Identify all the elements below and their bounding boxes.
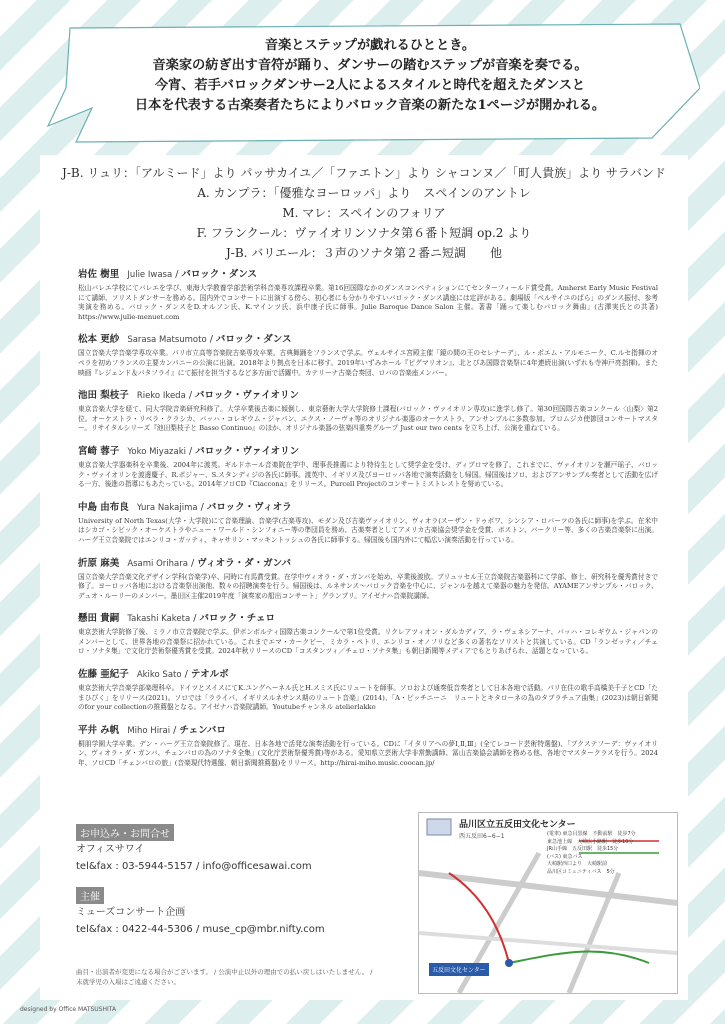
- venue-map: [418, 812, 678, 994]
- performer-header: 池田 梨枝子 Rieko Ikeda / バロック・ヴァイオリン: [78, 390, 299, 402]
- performer-name: 松本 更紗: [78, 334, 120, 346]
- contact-section: [76, 822, 406, 938]
- program-item: F. フランクール：ヴァイオリンソナタ第６番ト短調 op.2 より: [196, 226, 532, 240]
- note-line: 曲目・出演者が変更になる場合がございます。 / 公演中止以外の理由での払い戻しはいたしません。 /: [76, 968, 373, 976]
- performer-bio: 国立音楽大学音楽学専攻卒業。パリ市立高等音楽院古楽専攻卒業。古典舞踊をフランスで学ぶ。ヴェルサイユ宮殿主催「鏡の間の王のセレナーデ」、ル・ポエム・アルモニーク、C.ルセ指揮のオペラを初めフランスの主要カンパニーの公演に出演。2018年より拠点を日本に移す。2019年いずみホール『ピグマリオン』、北とぴあ国際音楽祭に4年連続出演(いずれも寺神戸亮指揮)。また映画『レジェンド＆バタフライ』にて振付を担当するなど多方面で活躍中。カテリーナ古楽合奏団、ロバの音楽座メンバー。: [78, 349, 658, 377]
- host-organization: ミューズコンサート企画: [76, 907, 186, 918]
- performer-header: 佐藤 亜紀子 Akiko Sato / テオルボ: [78, 669, 229, 681]
- inquiry-heading: お申込み・お問合せ: [76, 824, 174, 841]
- performer-header: 松本 更紗 Sarasa Matsumoto / バロック・ダンス: [78, 334, 292, 346]
- performer-role: バロック・チェロ: [199, 613, 275, 625]
- performer-name: 中島 由布良: [78, 501, 129, 513]
- performer-header: 中島 由布良 Yura Nakajima / バロック・ヴィオラ: [78, 501, 292, 513]
- performer-header: 折原 麻美 Asami Orihara / ヴィオラ・ダ・ガンバ: [78, 557, 291, 569]
- performer-role: バロック・ダンス: [181, 269, 258, 280]
- performer-bio: 東京芸術大学音楽学部楽理科卒。ドイツとスイスにてK.ユングヘーネル氏とH.スミス氏にリュートを師事。ソロおよび通奏低音奏者として日本各地で活動。パリ在住の歌手高橋美千子とCD「たまひびく」をリリース(2021)。ソロでは「ラライパ、イギリスルネサンス期のリュート音楽」(2014)、「A・ピッチニーニ リュートとキタローネの為のタブラチュア曲集」(2023)は朝日新聞のfor your collectionの推薦盤となる。アイゼナハ音楽院講師。Youtubeチャンネル atelierlakko: [78, 684, 658, 712]
- performer-roman-name: Julie Iwasa: [127, 270, 173, 280]
- performer-roman-name: Takashi Kaketa: [127, 614, 191, 625]
- map-route-green: [509, 951, 649, 963]
- performer-entry: [78, 389, 658, 434]
- program-item: J-B. リュリ：「アルミード」より パッサカイユ／「ファエトン」より シャコンヌ／「町人貴族」より サラバンド: [62, 166, 666, 180]
- performer-roman-name: Miho Hirai: [127, 725, 171, 736]
- access-line: 東急池上線 大崎広小路駅 徒歩10分: [547, 838, 634, 845]
- performer-roman-name: Rieko Ikeda: [136, 391, 186, 402]
- performer-name: 岩佐 樹里: [78, 269, 120, 280]
- performer-role: バロック・ヴァイオリン: [195, 390, 299, 402]
- program-item: M. マレ：スペインのフォリア: [282, 206, 446, 220]
- performer-roman-name: Yoko Miyazaki: [127, 446, 186, 457]
- performer-entry: [78, 724, 658, 769]
- access-line: 大崎駅西口より 大崎駅前: [547, 861, 608, 867]
- performer-name: 折原 麻美: [78, 557, 120, 569]
- performer-name: 池田 梨枝子: [78, 390, 129, 402]
- performer-roman-name: Akiko Sato: [136, 670, 182, 681]
- performer-bio: 松山バレエ学校にてバレエを学び、東海大学教養学部芸術学科音楽専攻課程卒業。第16回国際なかのダンスコンペティションにてセンターフィールド賞受賞。Amherst Early Music Festivalにて講師、ソリストダンサーを務める。国内外でコンサートに出演する傍ら、初心者にも分かりやすいバロック・ダンス講座には定評がある。劇場版「ベルサイユのばら」のダンス振付、参考実演を務める。バロック・ダンスをD.オルソン氏、K.マインツ氏、浜中康子氏に師事。Julie Baroque Dance Salon 主催。著書「踊って楽しむバロック舞曲」(古澤実氏との共著) https://www.julie-menuet.com: [78, 284, 658, 321]
- performer-role: バロック・ヴィオラ: [206, 501, 292, 513]
- performer-role: チェンバロ: [179, 724, 226, 736]
- performer-entry: [78, 668, 658, 713]
- map-access-info: [547, 831, 636, 876]
- program-item: J-B. バリエール：３声のソナタ第２番ニ短調 他: [226, 246, 502, 260]
- performer-name: 平井 み帆: [78, 724, 120, 736]
- performer-entry: [78, 557, 658, 602]
- performer-roman-name: Asami Orihara: [127, 558, 188, 569]
- performer-name: 宮崎 蓉子: [78, 445, 120, 457]
- performer-bio: 桐朋学園大学卒業。デン・ハーグ王立音楽院修了。現在、日本各地で活発な演奏活動を行っている。CDに「イタリアへの夢Ⅰ,Ⅱ,Ⅲ」(全てレコード芸術特選盤)、「ブクステフーデ：ヴァイオリン、ヴィオラ・ダ・ガンバ、チェンバロの為のソナタ全集」(文化庁芸術祭優秀賞)等がある。愛知県立芸術大学非常勤講師、冨山古楽協会講師を務める他、各地でマスタークラスを行う。2024年、ソロCD「チェンバロの旅」(音楽現代特選盤、朝日新聞推薦盤)をリリース。http://hirai-miho.music.coocan.jp/: [78, 739, 658, 768]
- performer-list: [78, 268, 658, 780]
- performer-entry: [78, 333, 658, 378]
- map-title: 品川区立五反田文化センター: [459, 820, 576, 830]
- performer-entry: [78, 612, 658, 657]
- performer-role: バロック・ヴァイオリン: [195, 445, 300, 457]
- performer-entry: [78, 445, 658, 490]
- performer-bio: 東京芸術大学院修了後、ミラノ市立音楽院で学ぶ。伊ボンポルティ国際古楽コンクールで第1位受賞。リクレアツィオン・ダルカディア、ラ・ヴェネシアーナ、バッハ・コレギウム・ジャパンのメンバーとして、世界各地の音楽祭に招かれている。これまでエマ・カークビー、ミカラ・ペトリ、エンリコ・オノフリなど多くの著名なソリストと共演している。CD「ランゼッティ／チェロ・ソナタ集」で文化庁芸術祭優秀賞を受賞。2024年秋リリースのCD「コスタンツィ／チェロ・ソナタ集」も朝日新聞等メディアでもとりあげられ、話題となっている。: [78, 628, 658, 656]
- program-list: [40, 163, 688, 263]
- map-address: 西五反田6−6−1: [459, 833, 505, 840]
- performer-name: 佐藤 亜紀子: [78, 669, 129, 681]
- intro-speech-bubble: [40, 22, 700, 150]
- intro-text: [40, 36, 700, 116]
- intro-line: 音楽家の紡ぎ出す音符が踊り、ダンサーの踏むステップが音楽を奏でる。: [152, 58, 588, 73]
- performer-bio: 東京音楽大学器楽科を卒業後、2004年に渡英。ギルドホール音楽院在学中、理事長推薦により特待生として奨学金を受け、ディプロマを修了。これまでに、ヴァイオリンを瀬戸瑶子、バロック・ヴァイオリンを渡邊慶子、R.ポジャー、S.スタンディジの各氏に師事。渡英中、イギリス及びヨーロッパ各地で演奏活動をし帰国。帰国後はソロ、およびアンサンブル奏者として活動を広げる一方、後進の指導にもあたっている。2014年ソロCD『Ciaccona』をリリース。Purcell Projectのコンサートミストレストを努めている。: [78, 460, 658, 489]
- performer-role: テオルボ: [190, 669, 229, 681]
- performer-role: バロック・ダンス: [215, 334, 292, 346]
- access-line: (電車) 東急目黒線 不動前駅 徒歩7分: [547, 831, 636, 837]
- program-item: A. カンプラ：「優雅なヨーロッパ」より スペインのアントレ: [197, 186, 531, 200]
- performer-roman-name: Sarasa Matsumoto: [127, 335, 207, 346]
- performer-entry: [78, 501, 658, 546]
- intro-line: 音楽とステップが戯れるひととき。: [264, 38, 476, 53]
- performer-header: 懸田 貴嗣 Takashi Kaketa / バロック・チェロ: [78, 613, 275, 625]
- performer-bio: University of North Texas(大学・大学院)にて音楽理論、音楽学(古楽専攻)、モダン及び古楽ヴァイオリン、ヴィオラ(スーザン・ドゥボワ、シンシア・ロバーツの各氏に師事)を学ぶ。在米中はシカゴ・シビック・オーケストラやニュー・ワールド・シンフォニー等の準団員を務め、古楽奏者としてアメリカ古楽協会奨学金を受賞、ボストン、バークリー等、多くの古楽音楽祭に出演。ハーグ王立音楽院ではエンリコ・ガッティ、キャサリン・マッキントッシュの各氏に師事する。帰国後も国内外にて幅広い演奏活動を行っている。: [78, 516, 658, 544]
- performer-bio: 東京音楽大学を経て、同大学院音楽研究科修了。大学卒業後古楽に傾倒し、東京藝術大学大学院修士課程(バロック・ヴァイオリン専攻)に進学し修了。第30回国際古楽コンクール〈山梨〉第2位。オーケストラ・リベラ・クラシカ、バッハ・コレギウム・ジャパン、エクス・ノーヴォ等のオリジナル楽器のオーケストラ、アンサンブルに多数参加。プロムジカ使節団コンサートマスター。リサイタルシリーズ『池田梨枝子と Basso Continuo』のほか、オリジナル楽器の弦楽四重奏グループ Just our two cents を立ち上げ、公演を重ねている。: [78, 405, 658, 433]
- performer-bio: 国立音楽大学音楽文化デザイン学科(音楽学)卒、同時に有馬賞受賞。在学中ヴィオラ・ダ・ガンバを始め、卒業後渡欧。ブリュッセル王立音楽院古楽器科にて学部、修士、研究科を優秀賞付きで修了。ヨーロッパ各地における音楽祭出演他、数々の招聘演奏を行う。帰国後は、ルネサンス〜バロック音楽を中心に、ジャンルを越えて楽器の魅力を発信。AYAMEアンサンブル・バロック、デュオ・ルーリーのメンバー。墨田区主催2019年度「演奏家の船出コンサート」グランプリ。アイゼナハ音楽院講師。: [78, 572, 658, 600]
- performer-name: 懸田 貴嗣: [78, 613, 120, 625]
- performer-header: 宮崎 蓉子 Yoko Miyazaki / バロック・ヴァイオリン: [78, 445, 300, 457]
- designer-credit: designed by Office MATSUSHITA: [20, 1006, 117, 1013]
- performer-role: ヴィオラ・ダ・ガンバ: [197, 557, 291, 569]
- access-line: (バス) 東急バス: [547, 853, 583, 860]
- inquiry-organization: オフィスサワイ: [76, 844, 145, 855]
- note-line: 未就学児の入場はご遠慮ください。: [76, 978, 180, 986]
- host-heading: 主催: [76, 887, 104, 904]
- intro-line: 日本を代表する古楽奏者たちによりバロック音楽の新たな1ページが開かれる。: [134, 98, 606, 113]
- access-line: 品川区コミュニティバス 5分: [547, 868, 615, 875]
- performer-entry: [78, 268, 658, 322]
- performer-header: 岩佐 樹里 Julie Iwasa / バロック・ダンス: [78, 269, 258, 280]
- performer-header: 平井 み帆 Miho Hirai / チェンバロ: [78, 724, 226, 736]
- inquiry-contact-link[interactable]: tel&fax : 03-5944-5157 / info@officesawai.com: [76, 861, 312, 872]
- map-venue-label: 五反田文化センター: [429, 963, 489, 976]
- access-line: JR山手線 五反田駅 徒歩15分: [547, 846, 619, 852]
- host-contact-link[interactable]: tel&fax : 0422-44-5306 / muse_cp@mbr.nifty.com: [76, 924, 325, 935]
- notes: [76, 967, 372, 987]
- intro-line: 今宵、若手バロックダンサー2人によるスタイルと時代を超えたダンスと: [154, 78, 586, 93]
- performer-roman-name: Yura Nakajima: [136, 502, 198, 513]
